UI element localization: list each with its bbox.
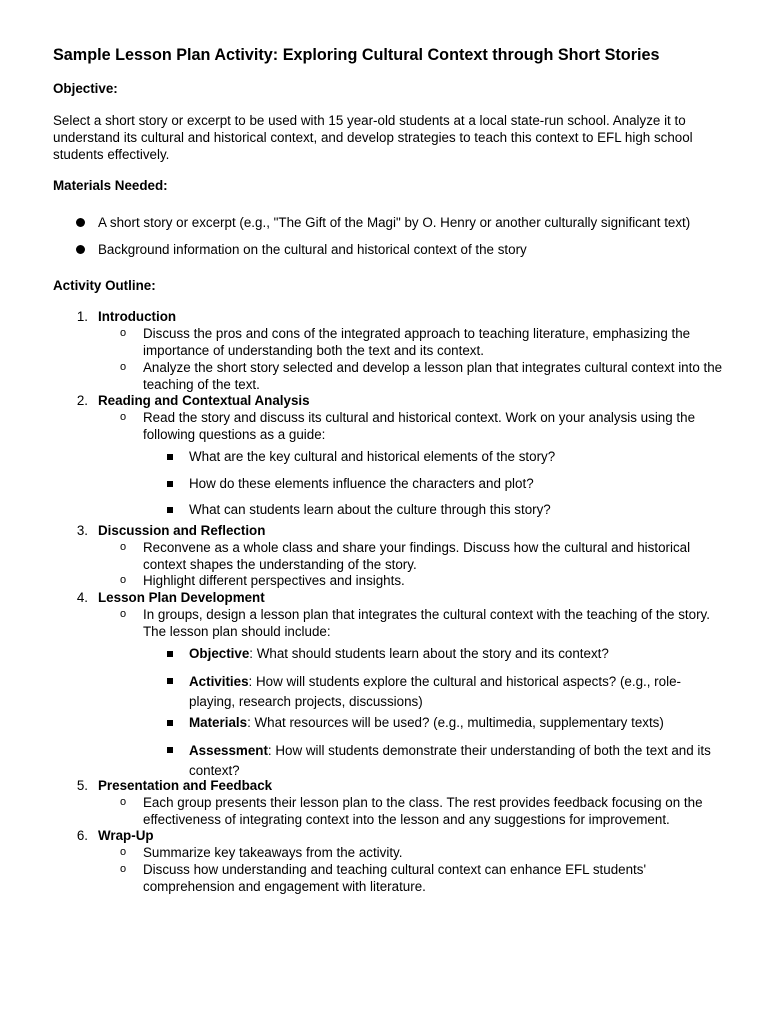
sub-bullet-icon: o bbox=[120, 361, 127, 373]
step-title: Presentation and Feedback bbox=[98, 778, 273, 793]
step-number: 2. bbox=[76, 393, 88, 408]
step-sub-item: In groups, design a lesson plan that integrates the cultural context with the teaching of the story. The lesson plan should include: bbox=[143, 607, 710, 639]
sub-bullet-icon: o bbox=[120, 327, 127, 339]
step-number: 4. bbox=[76, 590, 88, 605]
bullet-icon bbox=[76, 218, 85, 227]
step-title: Introduction bbox=[98, 309, 177, 324]
sub-bullet-icon: o bbox=[120, 796, 127, 808]
plan-component-text: : How will students explore the cultural and historical aspects? (e.g., role-playing, research projects, discussions) bbox=[189, 674, 681, 709]
square-bullet-icon bbox=[167, 720, 173, 726]
plan-component-text: : What should students learn about the story and its context? bbox=[249, 646, 609, 661]
plan-component-label: Assessment bbox=[189, 743, 268, 758]
step-sub-item: Reconvene as a whole class and share your findings. Discuss how the cultural and historical context shapes the understanding of the story. bbox=[143, 540, 691, 572]
sub-bullet-icon: o bbox=[120, 608, 127, 620]
square-bullet-icon bbox=[167, 454, 173, 460]
plan-component-label: Objective bbox=[189, 646, 250, 661]
outline-heading: Activity Outline: bbox=[53, 278, 156, 293]
step-sub-item: Analyze the short story selected and develop a lesson plan that integrates cultural context into the teaching of the text. bbox=[143, 360, 723, 392]
square-bullet-icon bbox=[167, 678, 173, 684]
sub-bullet-icon: o bbox=[120, 846, 127, 858]
step-sub-item: Discuss how understanding and teaching cultural context can enhance EFL students' comprehension and engagement with literature. bbox=[143, 862, 647, 894]
sub-bullet-icon: o bbox=[120, 863, 127, 875]
step-title: Wrap-Up bbox=[98, 828, 154, 843]
materials-item: Background information on the cultural and historical context of the story bbox=[98, 242, 527, 257]
plan-component-text: : How will students demonstrate their understanding of both the text and its context? bbox=[189, 743, 711, 778]
square-bullet-icon bbox=[167, 651, 173, 657]
page-title: Sample Lesson Plan Activity: Exploring Cultural Context through Short Stories bbox=[53, 46, 660, 64]
plan-component bbox=[189, 714, 719, 731]
step-sub-item: Each group presents their lesson plan to the class. The rest provides feedback focusing on the effectiveness of integrating context into the lesson and any suggestions for improvement. bbox=[143, 795, 703, 827]
sub-bullet-icon: o bbox=[120, 411, 127, 423]
step-title: Reading and Contextual Analysis bbox=[98, 393, 310, 408]
step-title: Discussion and Reflection bbox=[98, 523, 266, 538]
step-number: 1. bbox=[76, 309, 88, 324]
bullet-icon bbox=[76, 245, 85, 254]
square-bullet-icon bbox=[167, 747, 173, 753]
square-bullet-icon bbox=[167, 507, 173, 513]
guide-question: What are the key cultural and historical elements of the story? bbox=[189, 449, 556, 464]
step-number: 5. bbox=[76, 778, 88, 793]
objective-text: Select a short story or excerpt to be used with 15 year-old students at a local state-run school. Analyze it to understand its cultural and historical context, and develop strategies to teach this context to EFL high school students effectively. bbox=[53, 113, 693, 162]
sub-bullet-icon: o bbox=[120, 541, 127, 553]
step-sub-item: Summarize key takeaways from the activity. bbox=[143, 845, 403, 860]
guide-question: What can students learn about the culture through this story? bbox=[189, 502, 551, 517]
plan-component-label: Materials bbox=[189, 715, 248, 730]
square-bullet-icon bbox=[167, 481, 173, 487]
materials-item: A short story or excerpt (e.g., "The Gift of the Magi" by O. Henry or another culturally significant text) bbox=[98, 215, 691, 230]
sub-bullet-icon: o bbox=[120, 574, 127, 586]
plan-component bbox=[189, 645, 719, 662]
step-title: Lesson Plan Development bbox=[98, 590, 265, 605]
step-sub-item: Highlight different perspectives and insights. bbox=[143, 573, 405, 588]
plan-component bbox=[189, 741, 719, 781]
plan-component bbox=[189, 672, 714, 712]
materials-heading: Materials Needed: bbox=[53, 178, 168, 193]
objective-heading: Objective: bbox=[53, 81, 118, 96]
step-number: 6. bbox=[76, 828, 88, 843]
plan-component-label: Activities bbox=[189, 674, 249, 689]
step-number: 3. bbox=[76, 523, 88, 538]
step-sub-item: Discuss the pros and cons of the integrated approach to teaching literature, emphasizing the importance of understanding both the text and its context. bbox=[143, 326, 691, 358]
step-sub-item: Read the story and discuss its cultural and historical context. Work on your analysis using the following questions as a guide: bbox=[143, 410, 696, 442]
guide-question: How do these elements influence the characters and plot? bbox=[189, 476, 534, 491]
plan-component-text: : What resources will be used? (e.g., multimedia, supplementary texts) bbox=[247, 715, 664, 730]
